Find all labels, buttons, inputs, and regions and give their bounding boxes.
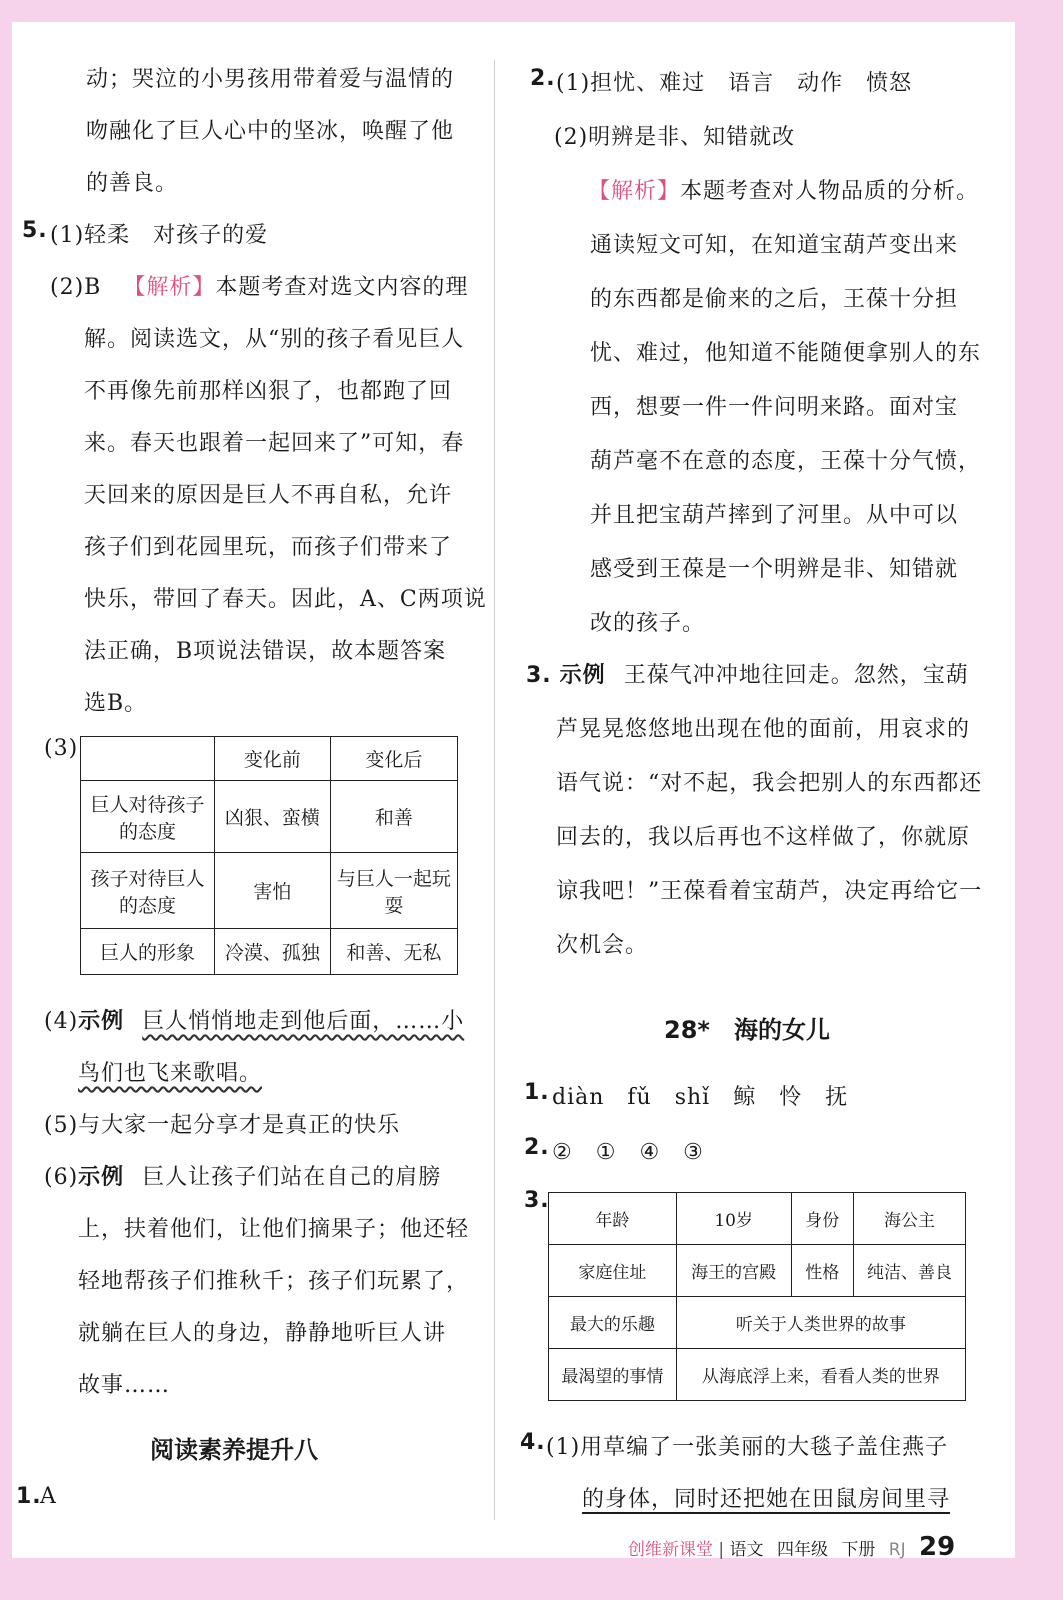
table-cell: 与巨人一起玩耍 xyxy=(330,853,457,929)
text-line: 次机会。 xyxy=(556,933,649,958)
analysis-line xyxy=(588,174,979,205)
text-line: 解。阅读选文，从“别的孩子看见巨人 xyxy=(84,327,465,352)
character-table xyxy=(548,1192,966,1401)
question-number: 3. xyxy=(526,663,552,688)
table-cell: 家庭住址 xyxy=(549,1245,677,1297)
answer-line xyxy=(44,1004,464,1035)
text-line: 西，想要一件一件问明来路。面对宝 xyxy=(590,395,959,420)
text-line: 通读短文可知，在知道宝葫芦变出来 xyxy=(590,233,959,258)
footer-volume: 下册 xyxy=(841,1540,876,1560)
analysis-text: 本题考查对选文内容的理 xyxy=(215,275,469,300)
text-line: 改的孩子。 xyxy=(590,611,706,636)
footer-grade: 四年级 xyxy=(776,1540,828,1560)
table-cell: 冷漠、孤独 xyxy=(215,929,331,975)
text-line: 的善良。 xyxy=(86,171,179,196)
table-cell: 从海底浮上来，看看人类的世界 xyxy=(676,1349,965,1401)
text-line: 就躺在巨人的身边，静静地听巨人讲 xyxy=(78,1321,447,1346)
answer-line xyxy=(50,270,468,301)
page-border-top xyxy=(0,0,1063,22)
table-cell: 最渴望的事情 xyxy=(549,1349,677,1401)
text-line: 上，扶着他们，让他们摘果子；他还轻 xyxy=(78,1217,470,1242)
column-divider xyxy=(494,60,495,1520)
footer-edition: RJ xyxy=(888,1540,906,1560)
page-border-bottom xyxy=(0,1558,1063,1600)
table-cell: 巨人对待孩子的态度 xyxy=(81,781,215,853)
table-cell: 最大的乐趣 xyxy=(549,1297,677,1349)
page-border-right xyxy=(1015,0,1063,1600)
text-line: 感受到王葆是一个明辨是非、知错就 xyxy=(590,557,959,582)
text-line: 语气说：“对不起，我会把别人的东西都还 xyxy=(556,771,983,796)
question-number: 2. xyxy=(530,66,556,91)
text-line: 来。春天也跟着一起回来了”可知，春 xyxy=(84,431,465,456)
page-number: 29 xyxy=(919,1532,956,1562)
text-line: 快乐，带回了春天。因此，A、C两项说 xyxy=(84,587,487,612)
question-number: 1. xyxy=(524,1080,550,1105)
answer-line: diàn fǔ shǐ 鲸 怜 抚 xyxy=(552,1085,849,1110)
text-line: 选B。 xyxy=(84,691,148,716)
text-line: 谅我吧！”王葆看着宝葫芦，决定再给它一 xyxy=(556,879,983,904)
lesson-title: 28* 海的女儿 xyxy=(664,1016,830,1044)
text-line: 回去的，我以后再也不这样做了，你就原 xyxy=(556,825,971,850)
answer-label: (3) xyxy=(44,736,79,761)
table-cell: 10岁 xyxy=(676,1193,791,1245)
table-cell: 纯洁、善良 xyxy=(853,1245,965,1297)
answer-line: (2)明辨是非、知错就改 xyxy=(554,125,796,150)
table-cell: 和善、无私 xyxy=(330,929,457,975)
quoted-text: 巨人悄悄地走到他后面，……小 xyxy=(142,1009,465,1034)
table-cell: 巨人的形象 xyxy=(81,929,215,975)
text-line: 的身体，同时还把她在田鼠房间里寻 xyxy=(582,1487,951,1512)
answer-line xyxy=(44,1160,441,1191)
table-cell: 海王的宫殿 xyxy=(676,1245,791,1297)
text-line: 天回来的原因是巨人不再自私，允许 xyxy=(84,483,453,508)
text-line: 并且把宝葫芦摔到了河里。从中可以 xyxy=(590,503,959,528)
text-line: 法正确，B项说法错误，故本题答案 xyxy=(84,639,447,664)
answer-line: (1)担忧、难过 语言 动作 愤怒 xyxy=(556,71,913,96)
answer-line: (5)与大家一起分享才是真正的快乐 xyxy=(44,1113,401,1138)
answer-text: (1)用草编了一张美丽的大毯子盖住燕子 xyxy=(546,1435,949,1460)
question-number: 2. xyxy=(524,1135,550,1160)
text-line: 轻地帮孩子们推秋千；孩子们玩累了， xyxy=(78,1269,470,1294)
table-header: 变化前 xyxy=(215,737,331,781)
table-cell: 身份 xyxy=(791,1193,853,1245)
quoted-text: 鸟们也飞来歌唱。 xyxy=(78,1061,263,1086)
page-footer: 创维新课堂 | 语文 四年级 下册 RJ 29 xyxy=(628,1532,956,1562)
question-number: 3. xyxy=(524,1188,550,1213)
answer-label: (4) xyxy=(44,1009,79,1034)
table-cell: 孩子对待巨人的态度 xyxy=(81,853,215,929)
footer-brand: 创维新课堂 xyxy=(628,1540,713,1560)
text-line: 孩子们到花园里玩，而孩子们带来了 xyxy=(84,535,453,560)
page-border-left xyxy=(0,0,12,1600)
text-line: 故事…… xyxy=(78,1373,171,1398)
table-cell: 年龄 xyxy=(549,1193,677,1245)
text-line: 芦晃晃悠悠地出现在他的面前，用哀求的 xyxy=(556,717,971,742)
answer-label: (2)B xyxy=(50,275,102,300)
analysis-tag: 【解析】 xyxy=(588,179,681,204)
table-cell: 凶狠、蛮横 xyxy=(215,781,331,853)
analysis-text: 本题考查对人物品质的分析。 xyxy=(680,179,980,204)
table-cell: 和善 xyxy=(330,781,457,853)
answer-line: ② ① ④ ③ xyxy=(552,1140,704,1165)
table-header: 变化后 xyxy=(330,737,457,781)
table-header xyxy=(81,737,215,781)
table-cell: 害怕 xyxy=(215,853,331,929)
footer-subject: 语文 xyxy=(729,1540,764,1560)
table-cell: 性格 xyxy=(791,1245,853,1297)
answer-line xyxy=(526,658,969,689)
answer-text: 王葆气冲冲地往回走。忽然，宝葫 xyxy=(623,663,969,688)
example-tag: 示例 xyxy=(559,663,606,688)
text-line: 吻融化了巨人心中的坚冰，唤醒了他 xyxy=(86,119,455,144)
table-cell: 海公主 xyxy=(853,1193,965,1245)
example-tag: 示例 xyxy=(78,1165,125,1190)
answer-text: 巨人让孩子们站在自己的肩膀 xyxy=(142,1165,442,1190)
section-title: 阅读素养提升八 xyxy=(150,1436,318,1464)
question-number: 5. xyxy=(22,218,48,243)
question-number: 1. xyxy=(16,1484,42,1509)
text-line: 的东西都是偷来的之后，王葆十分担 xyxy=(590,287,959,312)
answer-line: A xyxy=(40,1484,57,1509)
text-line: 葫芦毫不在意的态度，王葆十分气愤， xyxy=(590,449,982,474)
text-line: 忧、难过，他知道不能随便拿别人的东 xyxy=(590,341,982,366)
table-cell: 听关于人类世界的故事 xyxy=(676,1297,965,1349)
change-table xyxy=(80,736,458,975)
text-line: 不再像先前那样凶狠了，也都跑了回 xyxy=(84,379,453,404)
text-line: 动；哭泣的小男孩用带着爱与温情的 xyxy=(86,67,455,92)
analysis-tag: 【解析】 xyxy=(123,275,216,300)
question-number: 4. xyxy=(520,1430,546,1455)
answer-label: (6) xyxy=(44,1165,79,1190)
answer-line: (1)轻柔 对孩子的爱 xyxy=(50,223,269,248)
example-tag: 示例 xyxy=(78,1009,125,1034)
answer-line xyxy=(546,1430,948,1461)
